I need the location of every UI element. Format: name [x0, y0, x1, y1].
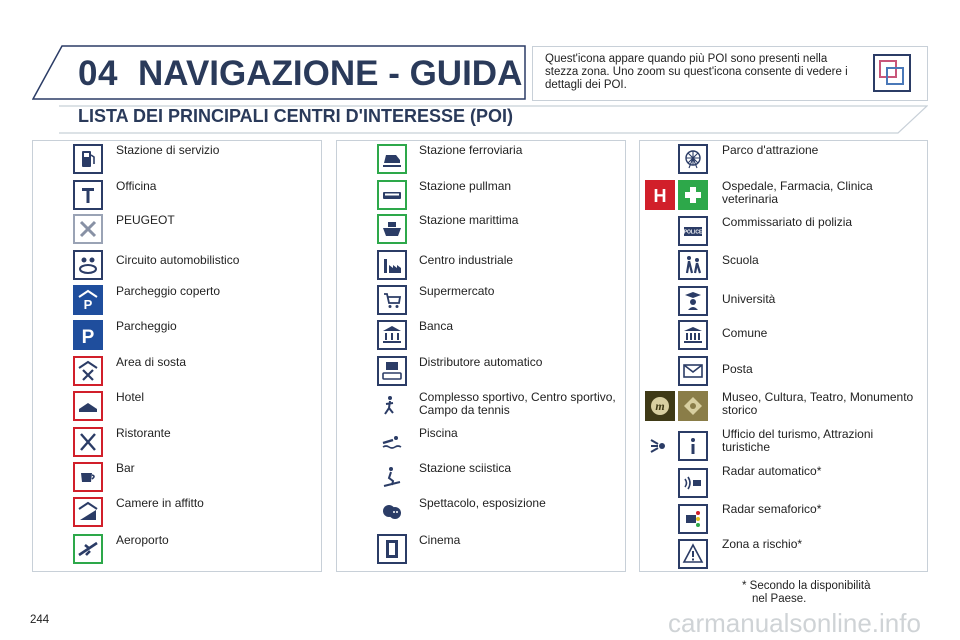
poi-label: Cinema — [419, 533, 461, 547]
poi-label: Ristorante — [116, 426, 171, 440]
info-box — [532, 46, 928, 101]
section-subtitle: LISTA DEI PRINCIPALI CENTRI D'INTERESSE (POI) — [78, 106, 513, 126]
multiple-poi-icon — [873, 54, 911, 92]
poi-label: Stazione sciistica — [419, 461, 512, 475]
poi-column-2 — [336, 140, 626, 572]
ship-icon — [377, 214, 407, 244]
poi-label: Camere in affitto — [116, 496, 204, 510]
poi-label: Ospedale, Farmacia, Clinica veterinaria — [722, 179, 873, 206]
svg-text:P: P — [83, 297, 93, 312]
poi-label: Parco d'attrazione — [722, 143, 819, 157]
swimming-icon — [377, 427, 407, 457]
poi-label: Supermercato — [419, 284, 495, 298]
poi-label: Hotel — [116, 390, 145, 404]
hotel-bed-icon — [73, 391, 103, 421]
poi-label: Centro industriale — [419, 253, 514, 267]
poi-label: Radar semaforico* — [722, 502, 822, 516]
danger-zone-icon — [678, 539, 708, 569]
ferris-wheel-icon — [678, 144, 708, 174]
page-title: NAVIGAZIONE - GUIDA — [138, 54, 523, 93]
svg-text:m: m — [655, 399, 665, 413]
race-circuit-icon — [73, 250, 103, 280]
traffic-light-camera-icon — [678, 504, 708, 534]
poi-label: Posta — [722, 362, 753, 376]
poi-label: PEUGEOT — [116, 213, 175, 227]
footnote-line-1: * Secondo la disponibilità — [742, 580, 871, 592]
police-icon — [678, 216, 708, 246]
peugeot-tools-icon — [73, 214, 103, 244]
poi-label: Circuito automobilistico — [116, 253, 240, 267]
theater-masks-icon — [377, 497, 407, 527]
svg-text:P: P — [81, 327, 95, 347]
footnote — [742, 580, 871, 606]
poi-label: Museo, Cultura, Teatro, Monumento storico — [722, 390, 914, 417]
sport-icon — [377, 391, 407, 421]
poi-label: Spettacolo, esposizione — [419, 496, 546, 510]
poi-label: Scuola — [722, 253, 759, 267]
university-icon — [678, 286, 708, 316]
poi-label: Radar automatico* — [722, 464, 822, 478]
coffee-cup-icon — [73, 462, 103, 492]
poi-label: Ufficio del turismo, Attrazioni turistiche — [722, 427, 874, 454]
rental-room-icon — [73, 497, 103, 527]
hospital-icon — [645, 180, 675, 210]
svg-text:H: H — [653, 186, 667, 206]
poi-label: Distributore automatico — [419, 355, 543, 369]
rest-area-icon — [73, 356, 103, 386]
airplane-icon — [73, 534, 103, 564]
town-hall-icon — [678, 320, 708, 350]
school-icon — [678, 250, 708, 280]
poi-label: Commissariato di polizia — [722, 215, 853, 229]
mail-envelope-icon — [678, 356, 708, 386]
pharmacy-cross-icon — [678, 180, 708, 210]
monument-icon — [678, 391, 708, 421]
ski-icon — [377, 462, 407, 492]
footnote-line-2: nel Paese. — [752, 593, 807, 605]
poi-label: Aeroporto — [116, 533, 169, 547]
restaurant-icon — [73, 427, 103, 457]
bus-icon — [377, 180, 407, 210]
info-text: Quest'icona appare quando più POI sono presenti nella stezza zona. Uno zoom su quest'icona consente di vedere i dettagli dei POI. — [545, 53, 848, 91]
speed-camera-icon — [678, 468, 708, 498]
poi-label: Comune — [722, 326, 768, 340]
poi-column-3 — [639, 140, 928, 572]
poi-column-1 — [32, 140, 322, 572]
poi-label: Stazione di servizio — [116, 143, 220, 157]
poi-label: Banca — [419, 319, 454, 333]
wrench-icon — [73, 180, 103, 210]
poi-label: Stazione pullman — [419, 179, 512, 193]
film-icon — [377, 534, 407, 564]
watermark: carmanualsonline.info — [668, 608, 921, 638]
covered-parking-icon — [73, 285, 103, 315]
poi-label: Università — [722, 292, 776, 306]
info-icon — [678, 431, 708, 461]
poi-label: Piscina — [419, 426, 458, 440]
svg-text:POLICE: POLICE — [683, 229, 703, 236]
atm-icon — [377, 356, 407, 386]
poi-label: Zona a rischio* — [722, 537, 803, 551]
chapter-number: 04 — [78, 54, 118, 93]
train-icon — [377, 144, 407, 174]
poi-label: Officina — [116, 179, 157, 193]
page-number: 244 — [30, 614, 50, 626]
poi-label: Parcheggio — [116, 319, 177, 333]
museum-icon — [645, 391, 675, 421]
industry-icon — [377, 250, 407, 280]
poi-label: Complesso sportivo, Centro sportivo, Campo da tennis — [419, 390, 616, 417]
poi-label: Area di sosta — [116, 355, 187, 369]
poi-label: Stazione marittima — [419, 213, 519, 227]
parking-icon — [73, 320, 103, 350]
tourist-attraction-icon — [645, 431, 675, 461]
shopping-cart-icon — [377, 285, 407, 315]
poi-label: Parcheggio coperto — [116, 284, 221, 298]
poi-label: Bar — [116, 461, 135, 475]
poi-label: Stazione ferroviaria — [419, 143, 523, 157]
fuel-pump-icon — [73, 144, 103, 174]
bank-icon — [377, 320, 407, 350]
